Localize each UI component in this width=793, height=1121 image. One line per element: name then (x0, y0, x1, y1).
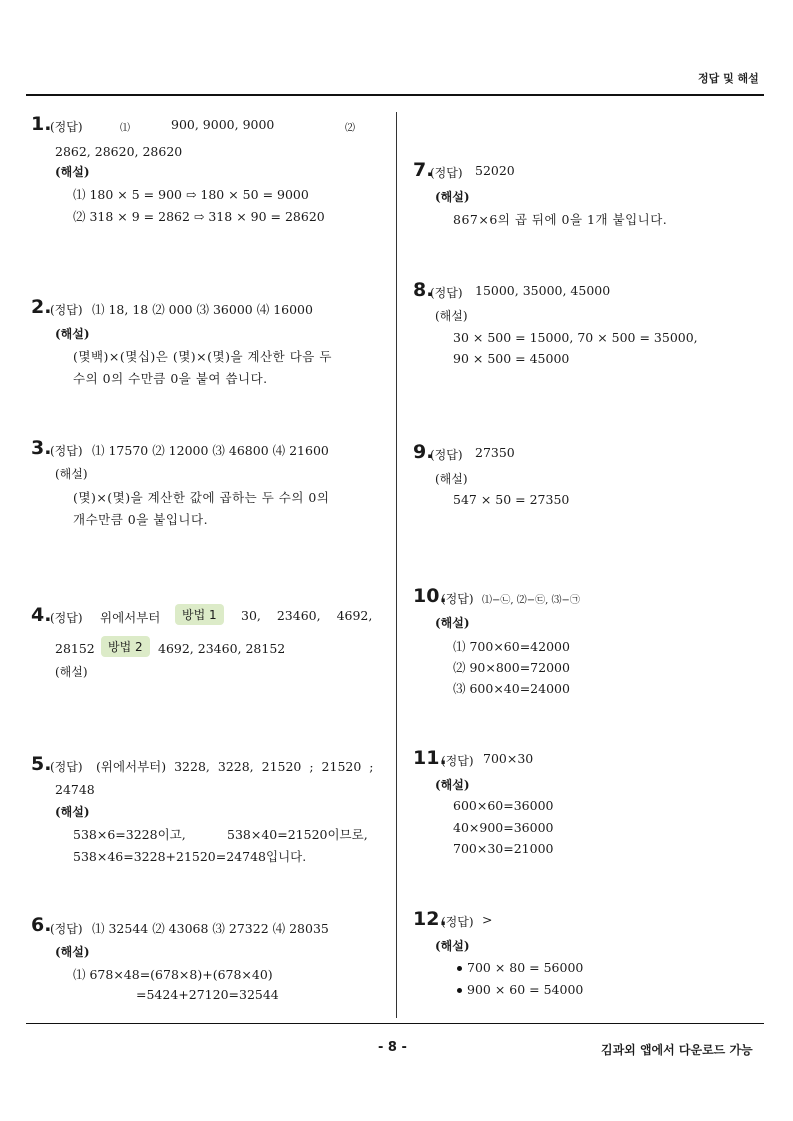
q12-number: 12. (413, 908, 447, 930)
q1-answer-2: 2862, 28620, 28620 (55, 144, 183, 159)
q11-exp-line1: 600×60=36000 (453, 798, 554, 813)
q2-exp-line2: 수의 0의 수만큼 0을 붙여 씁니다. (73, 371, 268, 386)
q11-answer-label: (정답) (441, 754, 474, 768)
q2-answer: ⑴ 18, 18 ⑵ 000 ⑶ 36000 ⑷ 16000 (92, 302, 313, 317)
q1-number: 1. (31, 113, 52, 135)
bottom-rule (26, 1023, 764, 1024)
page-number: - 8 - (378, 1040, 407, 1055)
q1-answer-label: (정답) (50, 120, 83, 134)
q6-exp-line1: ⑴ 678×48=(678×8)+(678×40) (73, 967, 273, 982)
q2-exp-line1: (몇백)×(몇십)은 (몇)×(몇)을 계산한 다음 두 (73, 349, 332, 364)
q6-explanation-label: (해설) (55, 945, 90, 959)
q5-number: 5. (31, 753, 52, 775)
q6-answer-label: (정답) (50, 922, 83, 936)
q10-answer: ⑴−㉡, ⑵−㉢, ⑶−㉠ (482, 595, 580, 606)
q11-number: 11. (413, 747, 447, 769)
q7-answer: 52020 (475, 163, 515, 178)
q2-explanation-label: (해설) (55, 327, 90, 341)
q9-number: 9. (413, 441, 434, 463)
q3-number: 3. (31, 437, 52, 459)
q10-answer-label: (정답) (441, 592, 474, 606)
column-divider (396, 112, 397, 1018)
q12-bullet-item-1 (457, 960, 583, 975)
q12-bullet-item-2 (457, 982, 583, 997)
q3-answer-label: (정답) (50, 444, 83, 458)
bullet-icon (457, 988, 462, 993)
q1-explanation-label: (해설) (55, 165, 90, 179)
q5-answer-2: 24748 (55, 782, 95, 797)
footer-note: 김과외 앱에서 다운로드 가능 (601, 1043, 753, 1057)
q9-answer-label: (정답) (430, 448, 463, 462)
header-title: 정답 및 해설 (698, 72, 759, 85)
q5-exp-line1a: 538×6=3228이고, (73, 827, 186, 842)
q5-exp-line1b: 538×40=21520이므로, (227, 827, 368, 842)
q1-exp-line2: ⑵ 318 × 9 = 2862 ⇨ 318 × 90 = 28620 (73, 209, 325, 224)
q9-answer: 27350 (475, 445, 515, 460)
q8-number: 8. (413, 279, 434, 301)
q5-answer-label: (정답) (50, 760, 83, 774)
q4-method2-badge: 방법 2 (101, 636, 150, 657)
q1-answer-1: 900, 9000, 9000 (171, 117, 275, 132)
q8-answer: 15000, 35000, 45000 (475, 283, 611, 298)
q12-exp-line2: 900 × 60 = 54000 (467, 982, 584, 997)
q10-exp-line1: ⑴ 700×60=42000 (453, 639, 570, 654)
q10-exp-line3: ⑶ 600×40=24000 (453, 681, 570, 696)
q4-answer-label: (정답) (50, 611, 83, 625)
q11-answer: 700×30 (483, 751, 534, 766)
q5-exp-line2: 538×46=3228+21520=24748입니다. (73, 849, 307, 864)
q4-method1-badge: 방법 1 (175, 604, 224, 625)
q4-answer-2: 4692, 23460, 28152 (158, 641, 286, 656)
q2-number: 2. (31, 296, 52, 318)
q12-answer-label: (정답) (441, 915, 474, 929)
q8-exp-line1: 30 × 500 = 15000, 70 × 500 = 35000, (453, 330, 698, 345)
q9-explanation-label: (해설) (435, 472, 468, 486)
q2-answer-label: (정답) (50, 303, 83, 317)
q8-answer-label: (정답) (430, 286, 463, 300)
q9-exp-line1: 547 × 50 = 27350 (453, 492, 570, 507)
q4-prefix: 위에서부터 (100, 610, 161, 625)
q4-explanation-label: (해설) (55, 665, 88, 679)
top-rule (26, 94, 764, 96)
q5-answer: (위에서부터) 3228, 3228, 21520 ; 21520 ; (96, 759, 374, 774)
q3-exp-line1: (몇)×(몇)을 계산한 값에 곱하는 두 수의 0의 (73, 490, 330, 505)
q3-explanation-label: (해설) (55, 467, 88, 481)
q1-part2: ⑵ (345, 123, 355, 134)
q6-exp-line2: =5424+27120=32544 (136, 987, 279, 1002)
q8-explanation-label: (해설) (435, 309, 468, 323)
q1-exp-line1: ⑴ 180 × 5 = 900 ⇨ 180 × 50 = 9000 (73, 187, 309, 202)
q7-number: 7. (413, 159, 434, 181)
bullet-icon (457, 966, 462, 971)
q3-answer: ⑴ 17570 ⑵ 12000 ⑶ 46800 ⑷ 21600 (92, 443, 329, 458)
q11-exp-line3: 700×30=21000 (453, 841, 554, 856)
q6-number: 6. (31, 914, 52, 936)
q7-explanation-label: (해설) (435, 190, 470, 204)
q1-part1: ⑴ (120, 123, 130, 134)
q4-number: 4. (31, 604, 52, 626)
q7-answer-label: (정답) (430, 166, 463, 180)
q10-number: 10. (413, 585, 447, 607)
q11-explanation-label: (해설) (435, 778, 470, 792)
q3-exp-line2: 개수만큼 0을 붙입니다. (73, 512, 209, 527)
q12-answer: > (482, 912, 493, 927)
q7-exp-line1: 867×6의 곱 뒤에 0을 1개 붙입니다. (453, 212, 668, 227)
q12-explanation-label: (해설) (435, 939, 470, 953)
q5-explanation-label: (해설) (55, 805, 90, 819)
q8-exp-line2: 90 × 500 = 45000 (453, 351, 570, 366)
q4-answer-1b: 28152 (55, 641, 95, 656)
q10-exp-line2: ⑵ 90×800=72000 (453, 660, 570, 675)
q4-answer-1: 30, 23460, 4692, (241, 608, 373, 623)
q6-answer: ⑴ 32544 ⑵ 43068 ⑶ 27322 ⑷ 28035 (92, 921, 329, 936)
q10-explanation-label: (해설) (435, 616, 470, 630)
q11-exp-line2: 40×900=36000 (453, 820, 554, 835)
q12-exp-line1: 700 × 80 = 56000 (467, 960, 584, 975)
